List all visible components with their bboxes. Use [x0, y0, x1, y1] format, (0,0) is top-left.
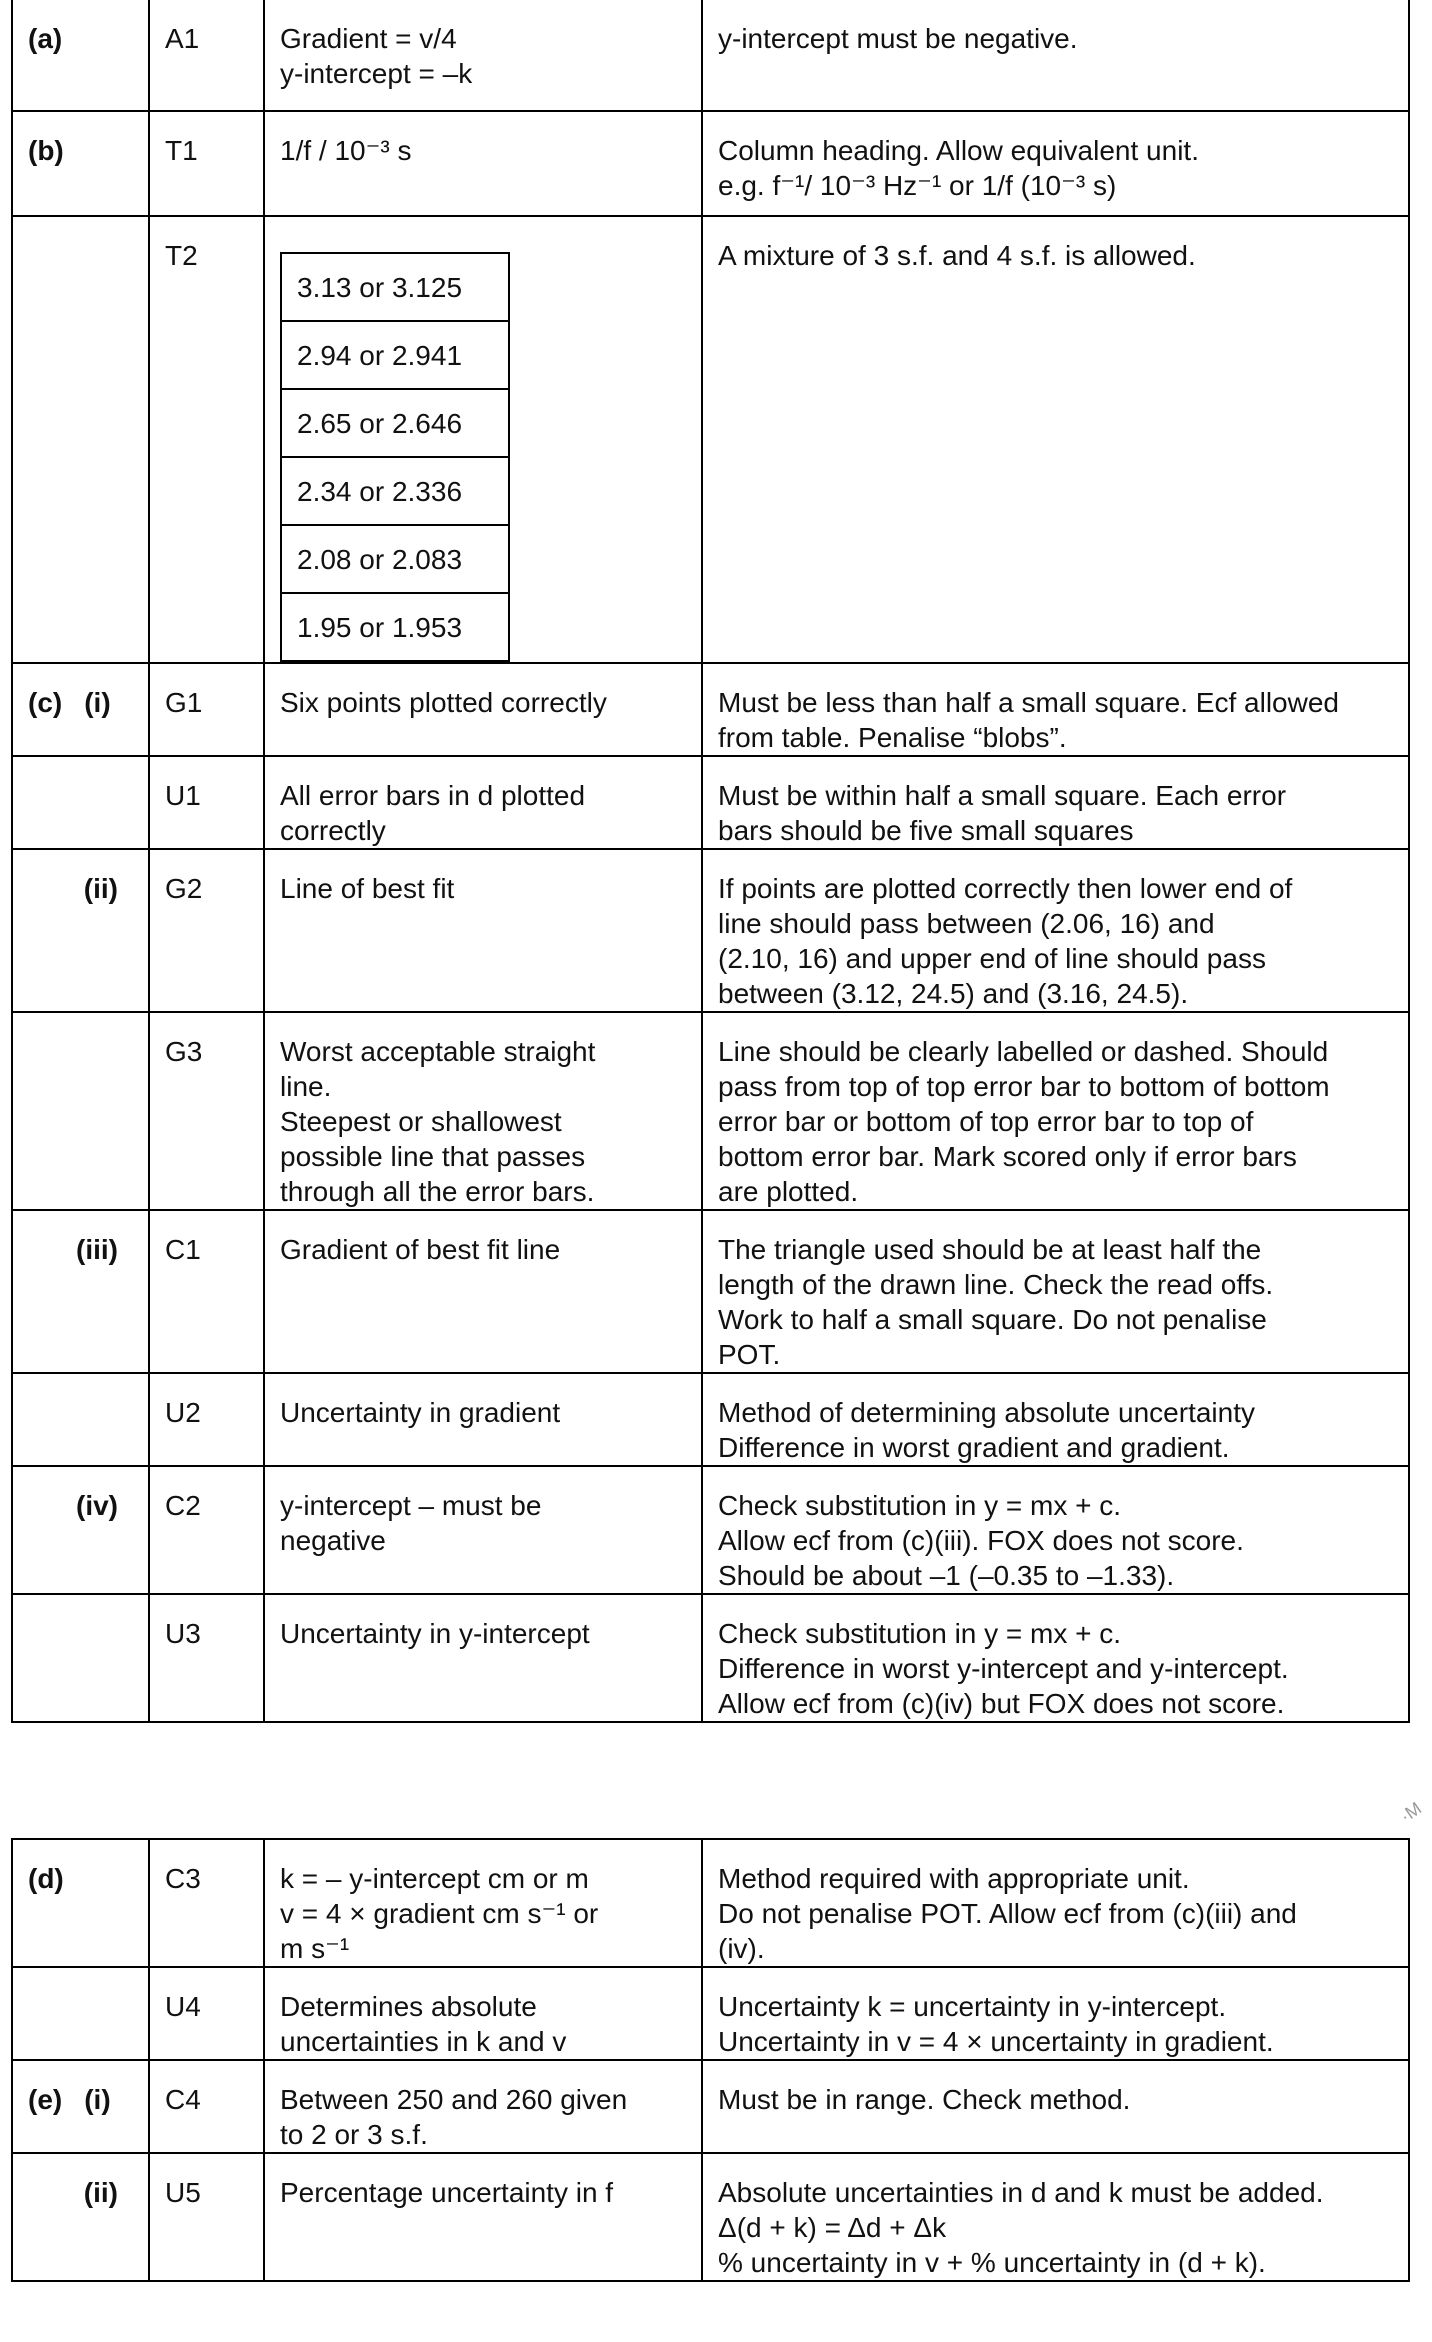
description-line: uncertainties in k and v — [280, 2026, 567, 2057]
guidance-note-cell — [702, 1373, 1409, 1466]
values-row — [281, 457, 509, 525]
table-row — [12, 1210, 1409, 1373]
guidance-note-cell — [702, 111, 1409, 216]
question-part-label: (a) — [28, 23, 63, 54]
mark-code-cell — [149, 1967, 264, 2060]
guidance-note-cell — [702, 2060, 1409, 2153]
question-part-cell — [12, 1012, 149, 1210]
question-part-label: (b) — [28, 135, 64, 166]
description-line: Uncertainty in y-intercept — [280, 1618, 590, 1649]
mark-description-cell — [264, 1839, 702, 1967]
description-line: Worst acceptable straight — [280, 1036, 596, 1067]
description-line: Percentage uncertainty in f — [280, 2177, 614, 2208]
description-line: to 2 or 3 s.f. — [280, 2119, 428, 2150]
note-line: e.g. f⁻¹/ 10⁻³ Hz⁻¹ or 1/f (10⁻³ s) — [718, 170, 1117, 201]
description-line: k = – y-intercept cm or m — [280, 1863, 589, 1894]
question-part-cell — [12, 1466, 149, 1594]
description-line: Gradient = v/4 — [280, 23, 457, 54]
value-cell: 2.08 or 2.083 — [281, 525, 509, 593]
mark-code: T2 — [165, 240, 198, 271]
question-part-cell — [12, 2060, 149, 2153]
question-part-cell — [12, 1594, 149, 1722]
mark-code: U1 — [165, 780, 201, 811]
question-part-cell — [12, 111, 149, 216]
guidance-note-cell — [702, 849, 1409, 1012]
mark-description-cell — [264, 1373, 702, 1466]
description-line: y-intercept = –k — [280, 58, 473, 89]
mark-code-cell — [149, 2060, 264, 2153]
guidance-note-cell — [702, 1967, 1409, 2060]
mark-code: C1 — [165, 1234, 201, 1265]
mark-code: U3 — [165, 1618, 201, 1649]
mark-code: U2 — [165, 1397, 201, 1428]
question-subpart-label: (iv) — [76, 1490, 118, 1521]
mark-code-cell — [149, 1594, 264, 1722]
guidance-note-cell — [702, 1466, 1409, 1594]
question-part-cell — [12, 216, 149, 663]
note-line: error bar or bottom of top error bar to top of — [718, 1106, 1254, 1137]
description-line: correctly — [280, 815, 386, 846]
table-row — [12, 1373, 1409, 1466]
question-part-cell — [12, 2153, 149, 2281]
note-line: Method of determining absolute uncertainty — [718, 1397, 1255, 1428]
table-row — [12, 1839, 1409, 1967]
values-row — [281, 593, 509, 661]
note-line: Δ(d + k) = Δd + Δk — [718, 2212, 947, 2243]
description-line: v = 4 × gradient cm s⁻¹ or — [280, 1898, 599, 1929]
table-row — [12, 1594, 1409, 1722]
value-cell: 2.65 or 2.646 — [281, 389, 509, 457]
mark-code-cell — [149, 1012, 264, 1210]
question-subpart-label: (ii) — [83, 873, 118, 904]
question-part-cell — [12, 849, 149, 1012]
table-row — [12, 1967, 1409, 2060]
mark-code: C3 — [165, 1863, 201, 1894]
note-line: bottom error bar. Mark scored only if error bars — [718, 1141, 1297, 1172]
note-line: Allow ecf from (c)(iv) but FOX does not score. — [718, 1688, 1285, 1719]
table-row — [12, 2153, 1409, 2281]
question-part-label: (e) — [28, 2084, 63, 2115]
note-line: POT. — [718, 1339, 781, 1370]
note-line: bars should be five small squares — [718, 815, 1134, 846]
question-subpart-label: (ii) — [83, 2177, 118, 2208]
note-line: are plotted. — [718, 1176, 859, 1207]
description-line: possible line that passes — [280, 1141, 586, 1172]
values-row — [281, 321, 509, 389]
question-part-cell — [12, 1373, 149, 1466]
mark-code-cell — [149, 1373, 264, 1466]
question-part-cell — [12, 1210, 149, 1373]
mark-code: G1 — [165, 687, 203, 718]
table-row — [12, 663, 1409, 756]
description-line: Steepest or shallowest — [280, 1106, 562, 1137]
mark-code: G2 — [165, 873, 203, 904]
description-line: 1/f / 10⁻³ s — [280, 135, 412, 166]
mark-code: U4 — [165, 1991, 201, 2022]
values-table — [280, 252, 510, 662]
mark-code-cell — [149, 1210, 264, 1373]
description-line: All error bars in d plotted — [280, 780, 586, 811]
table-row — [12, 756, 1409, 849]
table-row — [12, 849, 1409, 1012]
description-line: Gradient of best fit line — [280, 1234, 561, 1265]
mark-description-cell — [264, 216, 702, 663]
question-part-cell — [12, 0, 149, 111]
mark-scheme-table-1 — [11, 0, 1410, 1723]
note-line: between (3.12, 24.5) and (3.16, 24.5). — [718, 978, 1189, 1009]
value-cell: 1.95 or 1.953 — [281, 593, 509, 661]
note-line: from table. Penalise “blobs”. — [718, 722, 1067, 753]
guidance-note-cell — [702, 1012, 1409, 1210]
note-line: Check substitution in y = mx + c. — [718, 1490, 1122, 1521]
note-line: Method required with appropriate unit. — [718, 1863, 1190, 1894]
mark-description-cell — [264, 2153, 702, 2281]
mark-description-cell — [264, 1466, 702, 1594]
mark-description-cell — [264, 1012, 702, 1210]
question-part-cell — [12, 663, 149, 756]
value-cell: 2.34 or 2.336 — [281, 457, 509, 525]
note-line: (2.10, 16) and upper end of line should pass — [718, 943, 1266, 974]
mark-description-cell — [264, 2060, 702, 2153]
note-line: Line should be clearly labelled or dashed. Should — [718, 1036, 1329, 1067]
mark-description-cell — [264, 1594, 702, 1722]
table-row — [12, 1012, 1409, 1210]
guidance-note-cell — [702, 663, 1409, 756]
note-line: length of the drawn line. Check the read offs. — [718, 1269, 1274, 1300]
mark-code: T1 — [165, 135, 198, 166]
note-line: The triangle used should be at least half the — [718, 1234, 1262, 1265]
guidance-note-cell — [702, 0, 1409, 111]
question-part-cell — [12, 1967, 149, 2060]
description-line: negative — [280, 1525, 386, 1556]
mark-code-cell — [149, 849, 264, 1012]
mark-code: G3 — [165, 1036, 203, 1067]
note-line: Difference in worst gradient and gradient. — [718, 1432, 1230, 1463]
mark-code: U5 — [165, 2177, 201, 2208]
question-subpart-label: (i) — [84, 2084, 111, 2115]
guidance-note-cell — [702, 2153, 1409, 2281]
guidance-note-cell — [702, 756, 1409, 849]
mark-description-cell — [264, 663, 702, 756]
note-line: % uncertainty in v + % uncertainty in (d + k). — [718, 2247, 1266, 2278]
question-part-label: (d) — [28, 1863, 64, 1894]
mark-code-cell — [149, 756, 264, 849]
question-part-label: (c) — [28, 687, 63, 718]
note-line: Must be within half a small square. Each error — [718, 780, 1287, 811]
mark-scheme-table-2 — [11, 1838, 1410, 2282]
note-line: If points are plotted correctly then lower end of — [718, 873, 1293, 904]
table-row — [12, 2060, 1409, 2153]
note-line: Should be about –1 (–0.35 to –1.33). — [718, 1560, 1175, 1591]
question-subpart-label: (i) — [84, 687, 111, 718]
note-line: Absolute uncertainties in d and k must be added. — [718, 2177, 1324, 2208]
mark-description-cell — [264, 0, 702, 111]
mark-code-cell — [149, 1839, 264, 1967]
description-line: Between 250 and 260 given — [280, 2084, 628, 2115]
guidance-note-cell — [702, 1210, 1409, 1373]
mark-code: C2 — [165, 1490, 201, 1521]
note-line: line should pass between (2.06, 16) and — [718, 908, 1215, 939]
note-line: Uncertainty k = uncertainty in y-intercept. — [718, 1991, 1227, 2022]
table-row — [12, 111, 1409, 216]
mark-code-cell — [149, 2153, 264, 2281]
note-line: (iv). — [718, 1933, 765, 1964]
note-line: Must be less than half a small square. Ecf allowed — [718, 687, 1339, 718]
note-line: Difference in worst y-intercept and y-intercept. — [718, 1653, 1289, 1684]
table-row — [12, 216, 1409, 663]
description-line: Determines absolute — [280, 1991, 537, 2022]
value-cell: 3.13 or 3.125 — [281, 253, 509, 321]
mark-description-cell — [264, 111, 702, 216]
note-line: Work to half a small square. Do not penalise — [718, 1304, 1267, 1335]
mark-description-cell — [264, 849, 702, 1012]
note-line: Must be in range. Check method. — [718, 2084, 1131, 2115]
note-line: Allow ecf from (c)(iii). FOX does not score. — [718, 1525, 1244, 1556]
note-line: A mixture of 3 s.f. and 4 s.f. is allowed. — [718, 240, 1196, 271]
mark-description-cell — [264, 756, 702, 849]
description-line: Line of best fit — [280, 873, 455, 904]
description-line: Uncertainty in gradient — [280, 1397, 561, 1428]
question-part-cell — [12, 756, 149, 849]
mark-description-cell — [264, 1210, 702, 1373]
values-row — [281, 525, 509, 593]
watermark-fragment: ·M — [1396, 1798, 1426, 1827]
table-row — [12, 0, 1409, 111]
question-subpart-label: (iii) — [76, 1234, 118, 1265]
values-row — [281, 253, 509, 321]
mark-code-cell — [149, 216, 264, 663]
description-line: y-intercept – must be — [280, 1490, 542, 1521]
question-part-cell — [12, 1839, 149, 1967]
note-line: Column heading. Allow equivalent unit. — [718, 135, 1199, 166]
guidance-note-cell — [702, 216, 1409, 663]
values-row — [281, 389, 509, 457]
guidance-note-cell — [702, 1839, 1409, 1967]
note-line: Check substitution in y = mx + c. — [718, 1618, 1122, 1649]
mark-code-cell — [149, 0, 264, 111]
note-line: y-intercept must be negative. — [718, 23, 1078, 54]
description-line: line. — [280, 1071, 332, 1102]
mark-code: C4 — [165, 2084, 201, 2115]
note-line: Uncertainty in v = 4 × uncertainty in gradient. — [718, 2026, 1274, 2057]
mark-code: A1 — [165, 23, 200, 54]
description-line: through all the error bars. — [280, 1176, 595, 1207]
note-line: pass from top of top error bar to bottom of bottom — [718, 1071, 1330, 1102]
description-line: Six points plotted correctly — [280, 687, 607, 718]
table-row — [12, 1466, 1409, 1594]
mark-code-cell — [149, 1466, 264, 1594]
description-line: m s⁻¹ — [280, 1933, 350, 1964]
mark-code-cell — [149, 663, 264, 756]
mark-description-cell — [264, 1967, 702, 2060]
value-cell: 2.94 or 2.941 — [281, 321, 509, 389]
note-line: Do not penalise POT. Allow ecf from (c)(iii) and — [718, 1898, 1297, 1929]
guidance-note-cell — [702, 1594, 1409, 1722]
mark-code-cell — [149, 111, 264, 216]
